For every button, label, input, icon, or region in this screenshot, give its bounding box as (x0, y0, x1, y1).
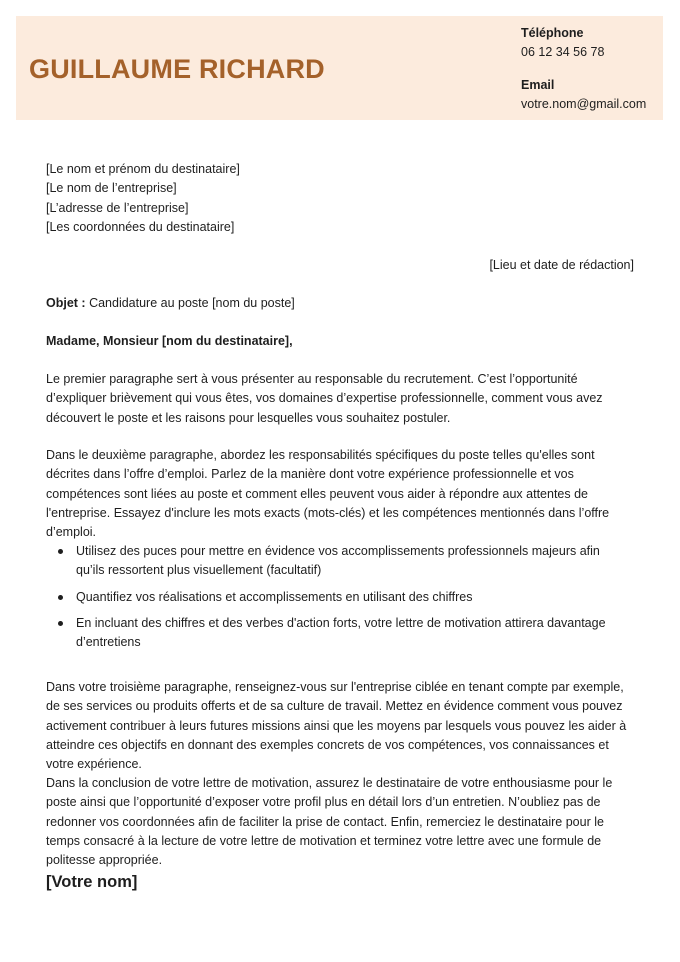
bullet-text: En incluant des chiffres et des verbes d'action forts, votre lettre de motivation attirera davantage d’entretiens (76, 615, 606, 650)
paragraph-conclusion: Dans la conclusion de votre lettre de motivation, assurez le destinataire de votre enthousiasme pour le poste ainsi que l’opportunité d’exposer votre profil plus en détail lors d’un entretien. N’oubliez pas de redonner vos coordonnées afin de faciliter la prise de contact. Enfin, remerciez le destinataire pour le temps consacré à la lecture de votre lettre de motivation et terminez votre lettre avec une formule de politesse appropriée. (46, 776, 613, 868)
recipient-company: [Le nom de l’entreprise] (46, 181, 177, 196)
subject-label: Objet : (46, 296, 86, 310)
recipient-contact: [Les coordonnées du destinataire] (46, 219, 235, 234)
paragraph-second: Dans le deuxième paragraphe, abordez les responsabilités spécifiques du poste telles qu'elles sont décrites dans l’offre d’emploi. Parlez de la manière dont votre expérience professionnelle et vos compétences sont liées au poste et comment elles peuvent vous aider à répondre aux attentes de l'entreprise. Essayez d'inclure les mots exacts (mots-clés) et les compétences mentionnés dans l’offre d’emploi. (46, 448, 610, 540)
bullet-item (46, 614, 606, 653)
bullet-text: Quantifiez vos réalisations et accomplissements en utilisant des chiffres (76, 589, 473, 604)
phone-label: Téléphone (521, 26, 584, 40)
bullet-text: Utilisez des puces pour mettre en évidence vos accomplissements professionnels majeurs afin qu’ils ressortent plus visuellement (facultatif) (76, 544, 600, 578)
place-date: [Lieu et date de rédaction] (489, 258, 634, 272)
applicant-name: GUILLAUME RICHARD (29, 54, 325, 84)
recipient-block (46, 160, 636, 237)
subject-line (46, 294, 295, 313)
bullet-dot-icon (58, 595, 63, 600)
email-label: Email (521, 78, 555, 92)
signature: [Votre nom] (46, 873, 138, 891)
paragraph-third: Dans votre troisième paragraphe, renseignez-vous sur l'entreprise ciblée en tenant compte par exemple, de ses services ou produits offerts et de sa culture de travail. Mettez en évidence comment vous pouvez activement contribuer à leurs futures missions ainsi que les moyens par lesquels vous pouvez les aider à atteindre ces objectifs en donnant des exemples concrets de vos compétences, vos connaissances et votre expérience. (46, 680, 627, 772)
recipient-name: [Le nom et prénom du destinataire] (46, 162, 240, 176)
bullet-item (46, 542, 606, 581)
subject-text: Candidature au poste [nom du poste] (85, 296, 295, 310)
phone-value: 06 12 34 56 78 (521, 45, 605, 59)
bullet-dot-icon (58, 549, 63, 554)
bullet-item (46, 588, 606, 607)
bullet-list (46, 542, 606, 652)
paragraph-intro: Le premier paragraphe sert à vous présenter au responsable du recrutement. C’est l’opportunité d’expliquer brièvement qui vous êtes, vos domaines d’expertise professionnelle, comment vous avez découvert le poste et les raisons pour lesquelles vous souhaitez postuler. (46, 372, 603, 425)
recipient-address: [L’adresse de l’entreprise] (46, 200, 189, 215)
salutation: Madame, Monsieur [nom du destinataire], (46, 334, 293, 348)
email-value: votre.nom@gmail.com (521, 97, 647, 111)
bullet-dot-icon (58, 621, 63, 626)
